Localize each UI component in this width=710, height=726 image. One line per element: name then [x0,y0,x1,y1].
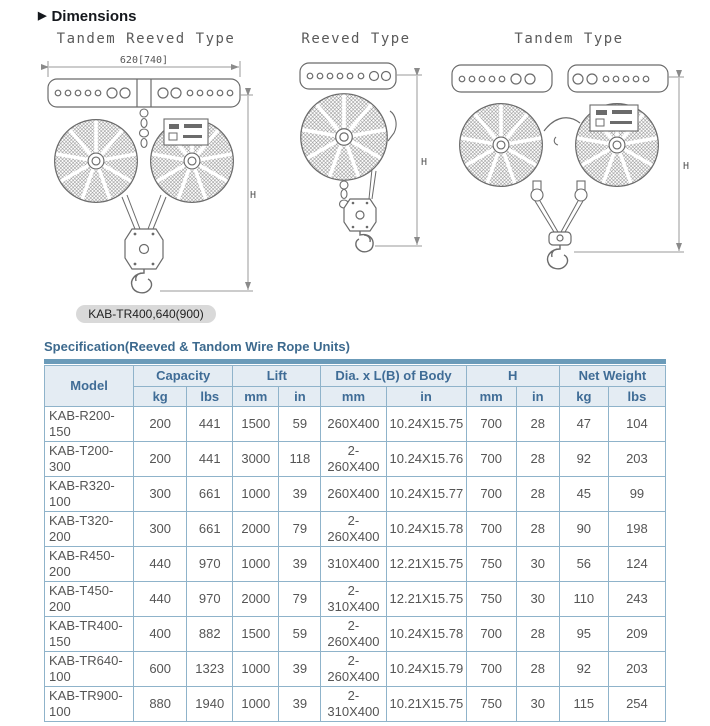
unit-header: mm [466,386,516,407]
value-cell: 104 [608,407,665,442]
center-chain [140,109,149,148]
value-cell: 79 [279,512,321,547]
dimension-drawings [0,31,710,323]
rope-sheaves [531,181,587,201]
table-row [45,617,666,652]
header-units-row [45,386,666,407]
rope-drum [301,94,387,180]
model-cell: KAB-T320-200 [45,512,134,547]
model-cell: KAB-TR400-150 [45,617,134,652]
suspension-plate [300,63,396,89]
left-rope-drum [55,120,138,203]
value-cell: 600 [134,652,187,687]
suspension-plates [452,65,668,92]
value-cell: 300 [134,512,187,547]
value-cell: 28 [516,407,559,442]
col-header-capacity: Capacity [134,366,233,387]
table-row [45,512,666,547]
height-dimension-label: H [420,157,428,168]
value-cell: 260X400 [321,407,386,442]
figure-tandem [444,31,694,271]
value-cell: 28 [516,617,559,652]
hook-block [125,229,163,269]
value-cell: 750 [466,687,516,722]
page-title [38,8,710,25]
value-cell: 441 [187,407,233,442]
value-cell: 880 [134,687,187,722]
reeved-drawing [272,49,440,264]
model-cell: KAB-R450-200 [45,547,134,582]
value-cell: 243 [608,582,665,617]
value-cell: 1000 [233,652,279,687]
value-cell: 700 [466,512,516,547]
table-row [45,442,666,477]
value-cell: 310X400 [321,547,386,582]
value-cell: 1323 [187,652,233,687]
value-cell: 260X400 [321,477,386,512]
table-row [45,687,666,722]
value-cell: 2-260X400 [321,652,386,687]
value-cell: 1000 [233,477,279,512]
value-cell: 2-310X400 [321,687,386,722]
value-cell: 254 [608,687,665,722]
hook [132,269,152,293]
unit-header: mm [233,386,279,407]
value-cell: 441 [187,442,233,477]
value-cell: 90 [559,512,608,547]
table-row [45,477,666,512]
value-cell: 39 [279,687,321,722]
value-cell: 45 [559,477,608,512]
figure-title: Tandem Reeved Type [56,31,236,47]
side-bracket [388,111,396,141]
value-cell: 118 [279,442,321,477]
unit-header: kg [559,386,608,407]
value-cell: 3000 [233,442,279,477]
col-header-lift: Lift [233,366,321,387]
figure-reeved [272,31,440,264]
suspension-plate [48,79,240,107]
value-cell: 28 [516,442,559,477]
value-cell: 661 [187,512,233,547]
figure-tandem-reeved [34,31,258,323]
value-cell: 95 [559,617,608,652]
value-cell: 10.24X15.77 [386,477,466,512]
value-cell: 28 [516,512,559,547]
header-group-row [45,366,666,387]
value-cell: 39 [279,547,321,582]
model-cell: KAB-TR640-100 [45,652,134,687]
height-dimension [375,75,422,246]
value-cell: 1940 [187,687,233,722]
value-cell: 209 [608,617,665,652]
value-cell: 661 [187,477,233,512]
value-cell: 700 [466,442,516,477]
value-cell: 198 [608,512,665,547]
value-cell: 400 [134,617,187,652]
value-cell: 440 [134,582,187,617]
value-cell: 92 [559,652,608,687]
value-cell: 750 [466,582,516,617]
col-header-h: H [466,366,559,387]
value-cell: 10.21X15.75 [386,687,466,722]
swivel [549,232,571,245]
spec-table [44,365,666,722]
value-cell: 970 [187,547,233,582]
model-cell: KAB-TR900-100 [45,687,134,722]
value-cell: 110 [559,582,608,617]
unit-header: kg [134,386,187,407]
unit-header: in [516,386,559,407]
heading-arrow-icon: ▶ [38,10,47,22]
tandem-drawing [444,49,694,271]
value-cell: 200 [134,407,187,442]
control-box [590,105,638,131]
table-row [45,652,666,687]
value-cell: 59 [279,617,321,652]
spec-table-title: Specification(Reeved & Tandom Wire Rope Units) [44,339,350,354]
value-cell: 203 [608,442,665,477]
value-cell: 700 [466,652,516,687]
col-header-net-weight: Net Weight [559,366,665,387]
value-cell: 750 [466,547,516,582]
wire-ropes [122,195,166,229]
value-cell: 970 [187,582,233,617]
col-header-model: Model [45,366,134,407]
unit-header: in [279,386,321,407]
value-cell: 59 [279,407,321,442]
value-cell: 2-260X400 [321,617,386,652]
value-cell: 12.21X15.75 [386,547,466,582]
model-caption: KAB-TR400,640(900) [76,305,215,323]
unit-header: mm [321,386,386,407]
value-cell: 200 [134,442,187,477]
value-cell: 10.24X15.78 [386,617,466,652]
spec-table-container [44,359,666,722]
unit-header: lbs [187,386,233,407]
value-cell: 1000 [233,687,279,722]
value-cell: 700 [466,407,516,442]
value-cell: 115 [559,687,608,722]
col-header-dia: Dia. x L(B) of Body [321,366,466,387]
model-cell: KAB-T450-200 [45,582,134,617]
value-cell: 2-260X400 [321,512,386,547]
left-rope-drum [460,104,543,187]
linkage [544,118,580,131]
figure-title: Reeved Type [301,31,411,47]
value-cell: 10.24X15.76 [386,442,466,477]
unit-header: lbs [608,386,665,407]
hook-block [344,199,376,231]
page-title-text: Dimensions [51,8,137,25]
wire-rope [369,169,376,199]
value-cell: 10.24X15.78 [386,512,466,547]
tandem-reeved-drawing [34,49,258,301]
model-cell: KAB-T200-300 [45,442,134,477]
width-dimension-label: 620[740] [119,55,169,66]
value-cell: 700 [466,617,516,652]
unit-header: in [386,386,466,407]
value-cell: 1500 [233,617,279,652]
control-box [164,119,208,145]
model-cell: KAB-R200-150 [45,407,134,442]
value-cell: 1500 [233,407,279,442]
hook [548,245,568,269]
spec-table-body [45,407,666,722]
table-row [45,547,666,582]
value-cell: 47 [559,407,608,442]
value-cell: 79 [279,582,321,617]
wire-ropes [535,201,583,232]
value-cell: 28 [516,652,559,687]
value-cell: 30 [516,687,559,722]
value-cell: 2000 [233,512,279,547]
table-row [45,582,666,617]
value-cell: 2000 [233,582,279,617]
model-cell: KAB-R320-100 [45,477,134,512]
value-cell: 99 [608,477,665,512]
value-cell: 10.24X15.79 [386,652,466,687]
value-cell: 2-260X400 [321,442,386,477]
value-cell: 30 [516,547,559,582]
value-cell: 124 [608,547,665,582]
value-cell: 10.24X15.75 [386,407,466,442]
value-cell: 1000 [233,547,279,582]
figure-title: Tandem Type [514,31,624,47]
value-cell: 92 [559,442,608,477]
table-row [45,407,666,442]
height-dimension-label: H [249,190,257,201]
value-cell: 30 [516,582,559,617]
value-cell: 2-310X400 [321,582,386,617]
value-cell: 12.21X15.75 [386,582,466,617]
value-cell: 203 [608,652,665,687]
value-cell: 28 [516,477,559,512]
value-cell: 440 [134,547,187,582]
hook [356,231,373,252]
linkage-hook [554,137,558,145]
value-cell: 39 [279,477,321,512]
value-cell: 56 [559,547,608,582]
value-cell: 39 [279,652,321,687]
value-cell: 300 [134,477,187,512]
value-cell: 882 [187,617,233,652]
height-dimension-label: H [682,161,690,172]
value-cell: 700 [466,477,516,512]
